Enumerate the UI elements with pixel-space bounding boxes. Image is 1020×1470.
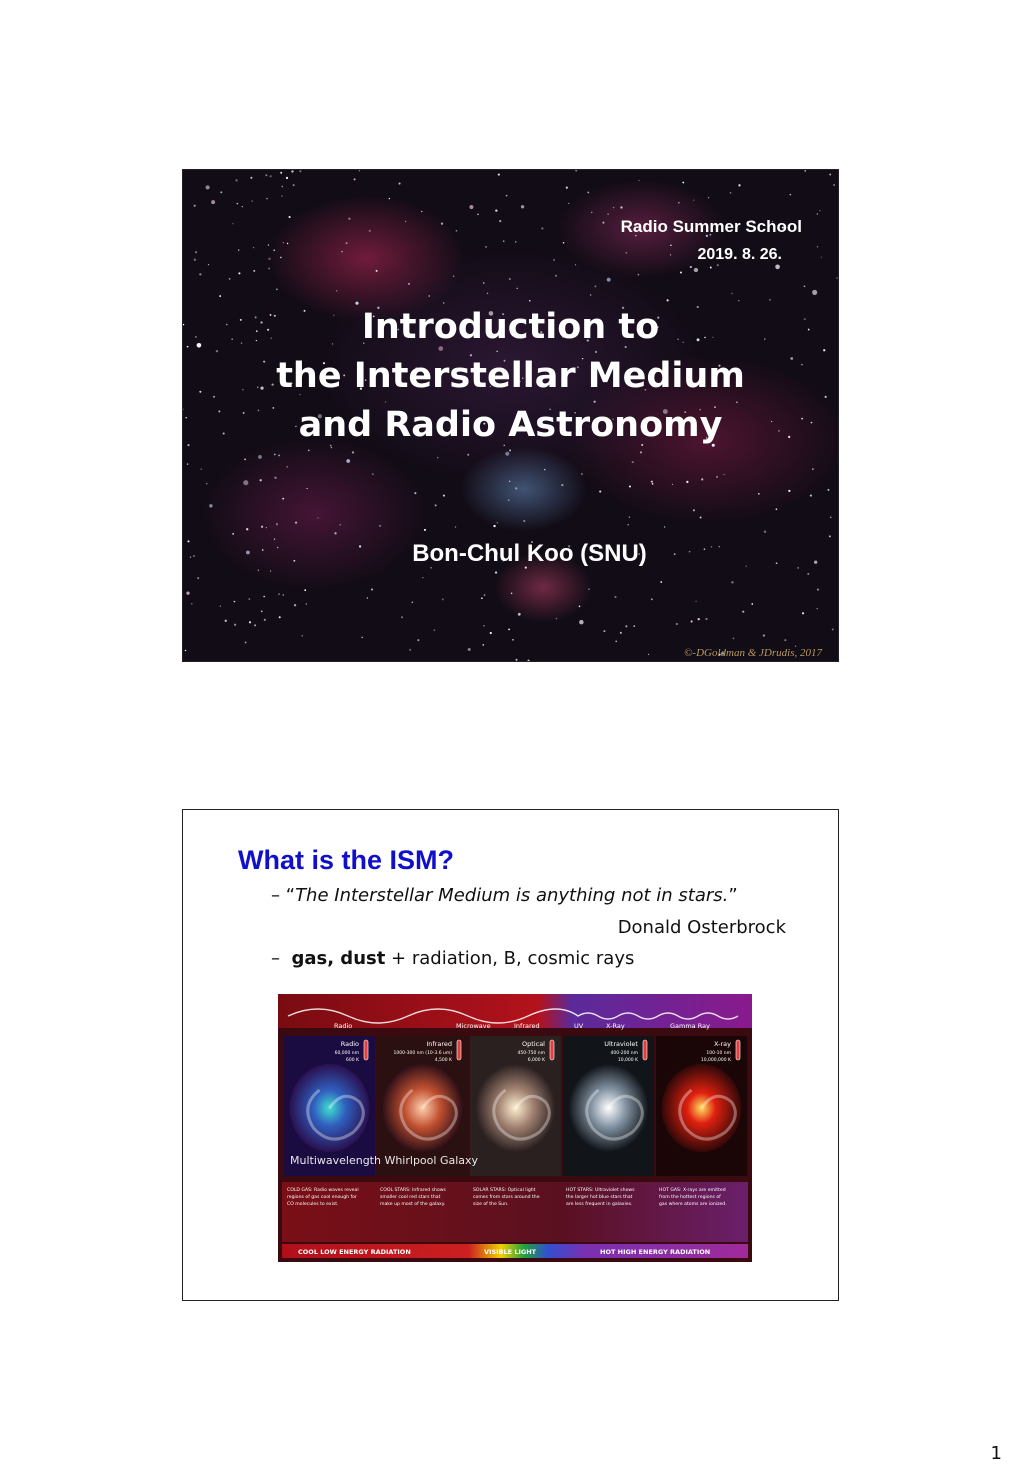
- panel-temperature-3: 10,000 K: [617, 1058, 638, 1063]
- panel-temperature-0: 600 K: [346, 1058, 359, 1063]
- infographic-caption: Multiwavelength Whirlpool Galaxy: [290, 1154, 479, 1167]
- close-quote: ”: [728, 885, 738, 906]
- thermometer-icon-0: [364, 1040, 368, 1060]
- author: Bon-Chul Koo (SNU): [412, 540, 647, 567]
- panel-temperature-1: 4,500 K: [434, 1058, 452, 1063]
- note-4-line-0: HOT GAS: X-rays are emitted: [659, 1188, 726, 1193]
- note-4-line-1: from the hottest regions of: [659, 1195, 721, 1200]
- scale-cool: COOL LOW ENERGY RADIATION: [298, 1248, 411, 1256]
- panel-temperature-2: 6,000 K: [527, 1058, 545, 1063]
- title-line-3: and Radio Astronomy: [298, 405, 723, 445]
- panel-name-3: Ultraviolet: [604, 1040, 638, 1048]
- panel-wavelength-1: 1000-300 nm (10-3.6 um): [393, 1051, 452, 1056]
- band-uv: UV: [574, 1022, 584, 1030]
- panel-wavelength-2: 450-750 nm: [517, 1051, 545, 1056]
- thermometer-icon-2: [550, 1040, 554, 1060]
- note-0-line-1: regions of gas cool enough for: [287, 1195, 357, 1200]
- note-0-line-0: COLD GAS: Radio waves reveal: [287, 1188, 359, 1193]
- title-slide: [182, 169, 839, 662]
- ism-slide: [182, 809, 839, 1301]
- bullet-components: [271, 948, 634, 969]
- components-rest: + radiation, B, cosmic rays: [385, 948, 635, 969]
- scale-hot: HOT HIGH ENERGY RADIATION: [600, 1248, 711, 1256]
- band-infrared: Infrared: [514, 1022, 540, 1030]
- panel-wavelength-3: 400-200 nm: [610, 1051, 638, 1056]
- title-line-1: Introduction to: [361, 307, 660, 347]
- event-date: 2019. 8. 26.: [697, 246, 782, 263]
- panel-wavelength-4: 100-10 nm: [706, 1051, 731, 1056]
- slide-heading: What is the ISM?: [238, 845, 454, 875]
- band-radio: Radio: [334, 1022, 353, 1030]
- panel-name-2: Optical: [522, 1040, 545, 1048]
- quote-attribution: Donald Osterbrock: [617, 917, 786, 938]
- components-bold: gas, dust: [291, 948, 386, 969]
- panel-wavelength-0: 60,000 nm: [334, 1051, 359, 1056]
- note-1-line-1: smaller cool red stars that: [380, 1195, 441, 1200]
- band-gamma: Gamma Ray: [670, 1022, 710, 1030]
- thermometer-icon-3: [643, 1040, 647, 1060]
- panel-name-1: Infrared: [426, 1040, 452, 1048]
- panel-name-4: X-ray: [714, 1040, 731, 1048]
- multiwavelength-infographic: [278, 994, 752, 1280]
- scale-visible: VISIBLE LIGHT: [484, 1248, 537, 1256]
- band-microwave: Microwave: [456, 1022, 491, 1030]
- note-2-line-0: SOLAR STARS: Optical light: [473, 1188, 536, 1193]
- note-3-line-2: are less frequent in galaxies.: [566, 1202, 633, 1207]
- image-credit: ©-DGoldman & JDrudis, 2017: [684, 647, 822, 659]
- note-3-line-1: the larger hot blue stars that: [566, 1195, 633, 1200]
- open-quote: “: [285, 885, 296, 906]
- note-2-line-2: size of the Sun.: [473, 1202, 509, 1207]
- bullet-dash: –: [271, 885, 280, 906]
- event-name: Radio Summer School: [620, 217, 802, 236]
- bullet-definition: [271, 885, 738, 906]
- note-0-line-2: CO molecules to exist.: [287, 1202, 339, 1207]
- slide-title: [183, 303, 838, 450]
- panel-name-0: Radio: [340, 1040, 359, 1048]
- note-3-line-0: HOT STARS: Ultraviolet shows: [566, 1188, 635, 1193]
- thermometer-icon-4: [736, 1040, 740, 1060]
- band-xray: X-Ray: [606, 1022, 625, 1030]
- title-line-2: the Interstellar Medium: [276, 356, 745, 396]
- bullet-dash: –: [271, 948, 280, 969]
- definition-quote: The Interstellar Medium is anything not in stars.: [295, 885, 729, 906]
- note-4-line-2: gas where atoms are ionized.: [659, 1202, 727, 1207]
- note-1-line-2: make up most of the galaxy.: [380, 1202, 446, 1207]
- panel-temperature-4: 10,000,000 K: [700, 1058, 731, 1063]
- page-number: 1: [990, 1443, 1002, 1464]
- note-1-line-0: COOL STARS: Infrared shows: [380, 1188, 446, 1193]
- note-2-line-1: comes from stars around the: [473, 1195, 540, 1200]
- thermometer-icon-1: [457, 1040, 461, 1060]
